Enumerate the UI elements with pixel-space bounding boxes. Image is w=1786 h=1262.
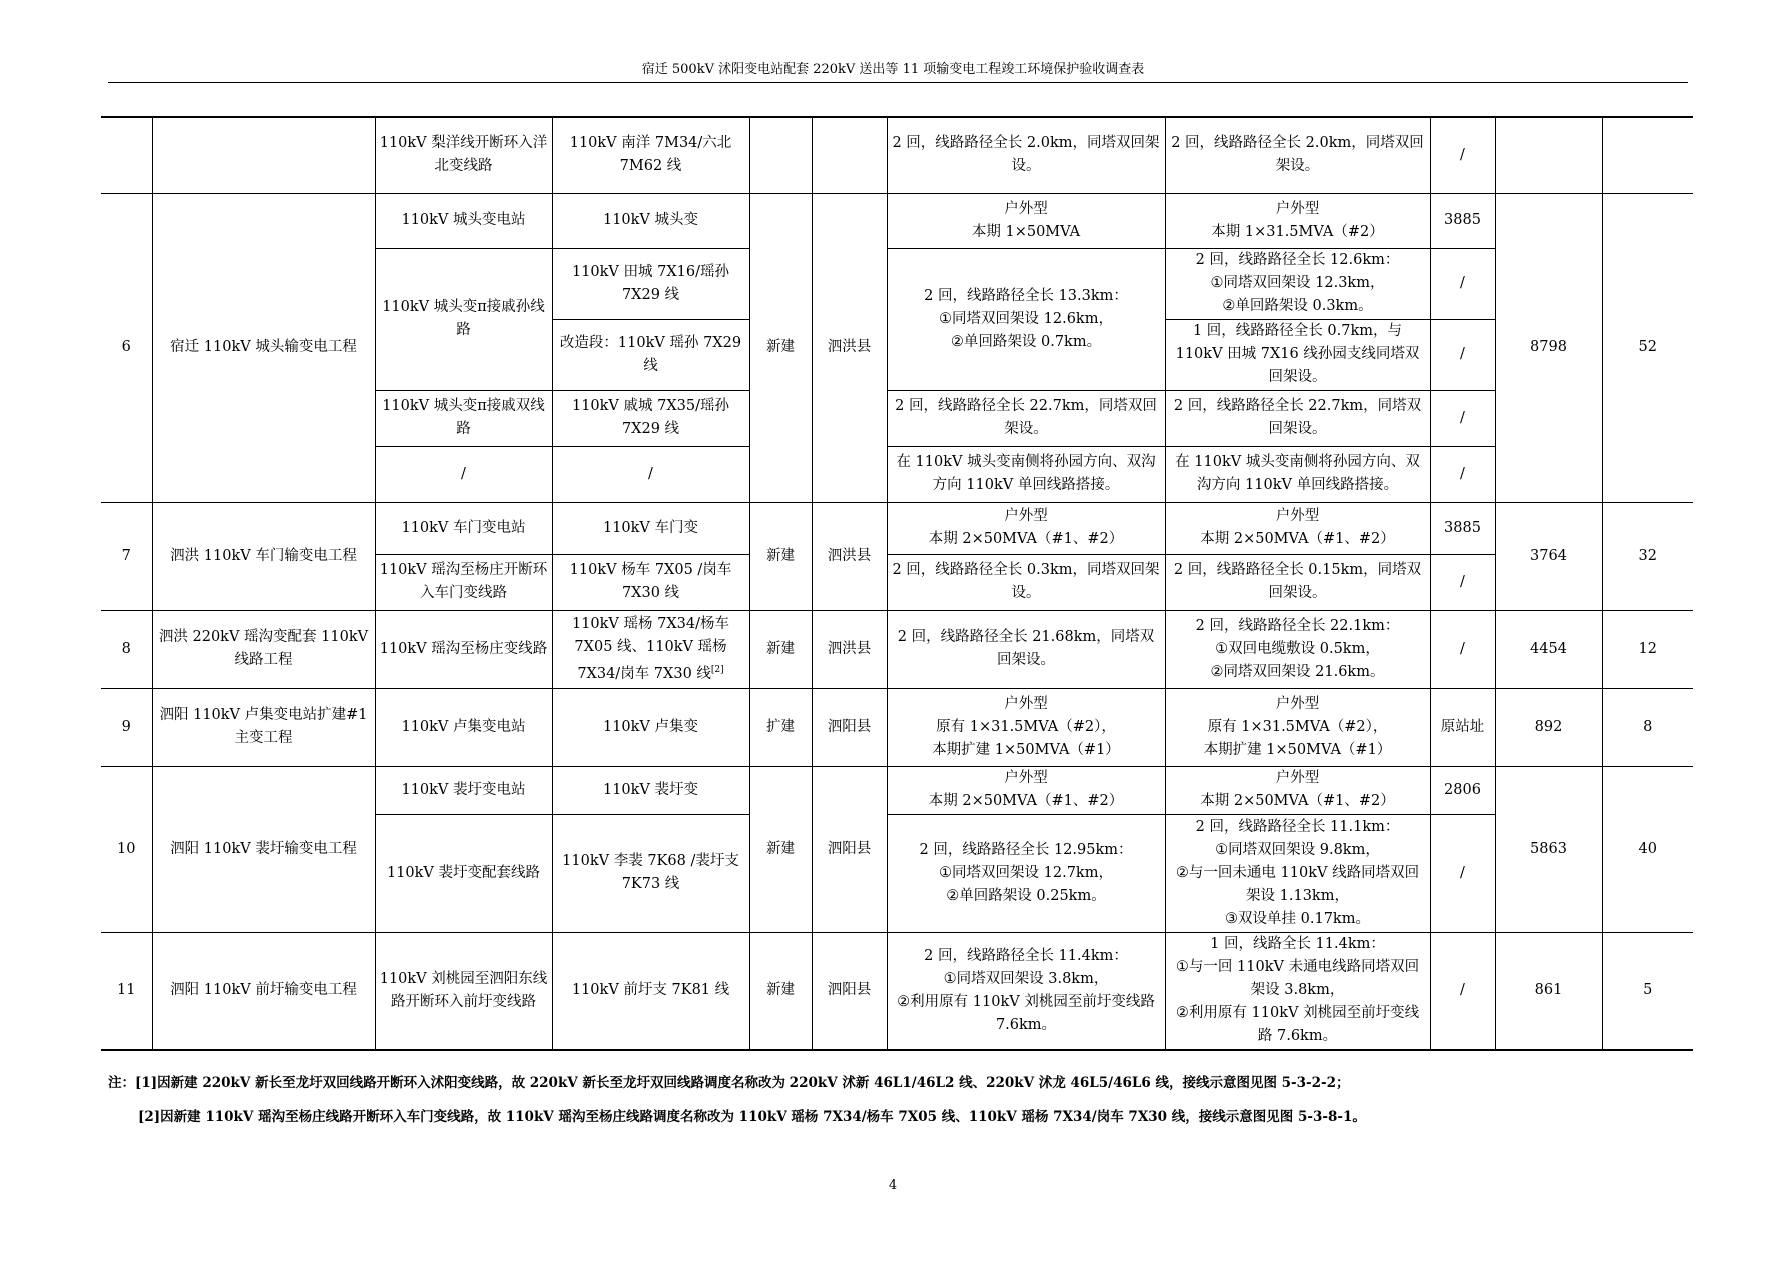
cell-actual-scale: 户外型 原有 1×31.5MVA（#2）， 本期扩建 1×50MVA（#1）: [1165, 688, 1430, 766]
cell-eia-scale: 2 回，线路路径全长 11.4km： ①同塔双回架设 3.8km， ②利用原有 110kV 刘桃园至前圩变线路 7.6km。: [887, 932, 1165, 1050]
cell-sub-item: 110kV 刘桃园至泗阳东线路开断环入前圩变线路: [375, 932, 552, 1050]
cell-dispatch-name: 110kV 南洋 7M34/六北 7M62 线: [552, 117, 749, 193]
table-row: [101, 502, 1693, 554]
cell-investment: [1495, 117, 1602, 193]
cell-area: /: [1430, 390, 1495, 446]
cell-actual-scale: 2 回，线路路径全长 0.15km，同塔双回架设。: [1165, 554, 1430, 610]
cell-area: 3885: [1430, 502, 1495, 554]
cell-area: /: [1430, 117, 1495, 193]
cell-sub-item: 110kV 城头变π接戚双线路: [375, 390, 552, 446]
cell-project-name: 泗阳 110kV 卢集变电站扩建#1 主变工程: [152, 688, 375, 766]
dispatch-name-text: 110kV 瑶杨 7X34/杨车 7X05 线、110kV 瑶杨 7X34/岗车 7X30 线: [571, 615, 730, 682]
footnote-ref: [2]: [710, 664, 724, 675]
cell-eia-scale: 户外型 本期 1×50MVA: [887, 193, 1165, 248]
cell-dispatch-name: 110kV 杨车 7X05 /岗车 7X30 线: [552, 554, 749, 610]
cell-no: 6: [101, 193, 152, 502]
footnote-2: [2]因新建 110kV 瑶沟至杨庄线路开断环入车门变线路，故 110kV 瑶沟至杨庄线路调度名称改为 110kV 瑶杨 7X34/杨车 7X05 线、110kV 瑶杨 7X34/岗车 7X30 线，接线示意图见图 5-3-8-1。: [138, 1109, 1366, 1125]
cell-dispatch-name: 110kV 城头变: [552, 193, 749, 248]
cell-type: 新建: [749, 502, 812, 610]
cell-type: 新建: [749, 766, 812, 932]
cell-env-investment: 32: [1602, 502, 1693, 610]
cell-env-investment: [1602, 117, 1693, 193]
cell-eia-scale: 2 回，线路路径全长 22.7km，同塔双回架设。: [887, 390, 1165, 446]
cell-area: /: [1430, 932, 1495, 1050]
cell-sub-item: 110kV 车门变电站: [375, 502, 552, 554]
cell-type: 新建: [749, 193, 812, 502]
cell-actual-scale: 户外型 本期 2×50MVA（#1、#2）: [1165, 502, 1430, 554]
cell-dispatch-name: [552, 610, 749, 688]
cell-eia-scale: 2 回，线路路径全长 2.0km，同塔双回架设。: [887, 117, 1165, 193]
cell-county: 泗阳县: [812, 688, 887, 766]
cell-county: [812, 117, 887, 193]
cell-project-name: 宿迁 110kV 城头输变电工程: [152, 193, 375, 502]
cell-dispatch-name: 改造段：110kV 瑶孙 7X29 线: [552, 319, 749, 390]
cell-no: 10: [101, 766, 152, 932]
cell-env-investment: 40: [1602, 766, 1693, 932]
cell-investment: 861: [1495, 932, 1602, 1050]
cell-eia-scale: 户外型 本期 2×50MVA（#1、#2）: [887, 766, 1165, 814]
cell-env-investment: 5: [1602, 932, 1693, 1050]
cell-area: 3885: [1430, 193, 1495, 248]
page-number: 4: [888, 1178, 898, 1193]
cell-eia-scale: 户外型 本期 2×50MVA（#1、#2）: [887, 502, 1165, 554]
cell-type: [749, 117, 812, 193]
cell-type: 新建: [749, 610, 812, 688]
cell-no: [101, 117, 152, 193]
cell-dispatch-name: /: [552, 446, 749, 502]
cell-env-investment: 12: [1602, 610, 1693, 688]
table-row: [101, 766, 1693, 814]
cell-investment: 3764: [1495, 502, 1602, 610]
cell-area: /: [1430, 610, 1495, 688]
cell-project-name: 泗洪 110kV 车门输变电工程: [152, 502, 375, 610]
cell-dispatch-name: 110kV 田城 7X16/瑶孙 7X29 线: [552, 248, 749, 319]
cell-project-name: 泗阳 110kV 裴圩输变电工程: [152, 766, 375, 932]
cell-dispatch-name: 110kV 裴圩变: [552, 766, 749, 814]
cell-dispatch-name: 110kV 卢集变: [552, 688, 749, 766]
cell-eia-scale: 户外型 原有 1×31.5MVA（#2）， 本期扩建 1×50MVA（#1）: [887, 688, 1165, 766]
cell-area: 2806: [1430, 766, 1495, 814]
cell-actual-scale: 2 回，线路路径全长 12.6km： ①同塔双回架设 12.3km， ②单回路架设 0.3km。: [1165, 248, 1430, 319]
cell-project-name: 泗洪 220kV 瑶沟变配套 110kV 线路工程: [152, 610, 375, 688]
table-row: [101, 117, 1693, 193]
project-table: [101, 116, 1693, 1051]
cell-no: 9: [101, 688, 152, 766]
cell-area: /: [1430, 248, 1495, 319]
table-row: [101, 688, 1693, 766]
cell-sub-item: 110kV 城头变π接戚孙线路: [375, 248, 552, 390]
cell-county: 泗洪县: [812, 610, 887, 688]
cell-type: 扩建: [749, 688, 812, 766]
table-row: [101, 193, 1693, 248]
cell-area: /: [1430, 446, 1495, 502]
cell-dispatch-name: 110kV 前圩支 7K81 线: [552, 932, 749, 1050]
cell-project-name: [152, 117, 375, 193]
cell-actual-scale: 户外型 本期 2×50MVA（#1、#2）: [1165, 766, 1430, 814]
cell-investment: 5863: [1495, 766, 1602, 932]
cell-actual-scale: 2 回，线路路径全长 22.1km： ①双回电缆敷设 0.5km， ②同塔双回架设 21.6km。: [1165, 610, 1430, 688]
cell-sub-item: 110kV 瑶沟至杨庄开断环入车门变线路: [375, 554, 552, 610]
cell-actual-scale: 2 回，线路路径全长 2.0km，同塔双回架设。: [1165, 117, 1430, 193]
cell-sub-item: 110kV 梨洋线开断环入洋北变线路: [375, 117, 552, 193]
cell-area: /: [1430, 319, 1495, 390]
cell-dispatch-name: 110kV 戚城 7X35/瑶孙 7X29 线: [552, 390, 749, 446]
cell-actual-scale: 1 回，线路全长 11.4km： ①与一回 110kV 未通电线路同塔双回架设 3.8km， ②利用原有 110kV 刘桃园至前圩变线路 7.6km。: [1165, 932, 1430, 1050]
cell-no: 8: [101, 610, 152, 688]
footnote-1: 注：[1]因新建 220kV 新长至龙圩双回线路开断环入沭阳变线路，故 220kV 新长至龙圩双回线路调度名称改为 220kV 沭新 46L1/46L2 线、220kV 沭龙 46L5/46L6 线，接线示意图见图 5-3-2-2；: [108, 1075, 1350, 1091]
cell-eia-scale: 在 110kV 城头变南侧将孙园方向、双沟方向 110kV 单回线路搭接。: [887, 446, 1165, 502]
cell-area: /: [1430, 554, 1495, 610]
cell-env-investment: 8: [1602, 688, 1693, 766]
cell-investment: 892: [1495, 688, 1602, 766]
cell-sub-item: 110kV 瑶沟至杨庄变线路: [375, 610, 552, 688]
footnotes: [108, 1066, 1708, 1134]
cell-actual-scale: 户外型 本期 1×31.5MVA（#2）: [1165, 193, 1430, 248]
cell-eia-scale: 2 回，线路路径全长 13.3km： ①同塔双回架设 12.6km， ②单回路架设 0.7km。: [887, 248, 1165, 390]
cell-actual-scale: 在 110kV 城头变南侧将孙园方向、双沟方向 110kV 单回线路搭接。: [1165, 446, 1430, 502]
cell-env-investment: 52: [1602, 193, 1693, 502]
cell-actual-scale: 2 回，线路路径全长 11.1km： ①同塔双回架设 9.8km， ②与一回未通电 110kV 线路同塔双回架设 1.13km， ③双设单挂 0.17km。: [1165, 814, 1430, 932]
cell-eia-scale: 2 回，线路路径全长 0.3km，同塔双回架设。: [887, 554, 1165, 610]
cell-actual-scale: 1 回，线路路径全长 0.7km，与 110kV 田城 7X16 线孙园支线同塔双回架设。: [1165, 319, 1430, 390]
cell-area: /: [1430, 814, 1495, 932]
cell-no: 7: [101, 502, 152, 610]
cell-actual-scale: 2 回，线路路径全长 22.7km，同塔双回架设。: [1165, 390, 1430, 446]
cell-eia-scale: 2 回，线路路径全长 12.95km： ①同塔双回架设 12.7km， ②单回路架设 0.25km。: [887, 814, 1165, 932]
cell-county: 泗阳县: [812, 766, 887, 932]
cell-project-name: 泗阳 110kV 前圩输变电工程: [152, 932, 375, 1050]
cell-sub-item: 110kV 裴圩变电站: [375, 766, 552, 814]
cell-investment: 8798: [1495, 193, 1602, 502]
cell-dispatch-name: 110kV 李裴 7K68 /裴圩支 7K73 线: [552, 814, 749, 932]
cell-sub-item: /: [375, 446, 552, 502]
table-row: [101, 932, 1693, 1050]
cell-county: 泗洪县: [812, 502, 887, 610]
cell-investment: 4454: [1495, 610, 1602, 688]
table-row: [101, 610, 1693, 688]
cell-county: 泗阳县: [812, 932, 887, 1050]
cell-area: 原站址: [1430, 688, 1495, 766]
cell-type: 新建: [749, 932, 812, 1050]
header-rule: [108, 82, 1688, 83]
cell-eia-scale: 2 回，线路路径全长 21.68km，同塔双回架设。: [887, 610, 1165, 688]
cell-county: 泗洪县: [812, 193, 887, 502]
cell-sub-item: 110kV 城头变电站: [375, 193, 552, 248]
cell-no: 11: [101, 932, 152, 1050]
cell-sub-item: 110kV 卢集变电站: [375, 688, 552, 766]
cell-sub-item: 110kV 裴圩变配套线路: [375, 814, 552, 932]
page-header: 宿迁 500kV 沭阳变电站配套 220kV 送出等 11 项输变电工程竣工环境保护验收调查表: [641, 62, 1145, 77]
cell-dispatch-name: 110kV 车门变: [552, 502, 749, 554]
